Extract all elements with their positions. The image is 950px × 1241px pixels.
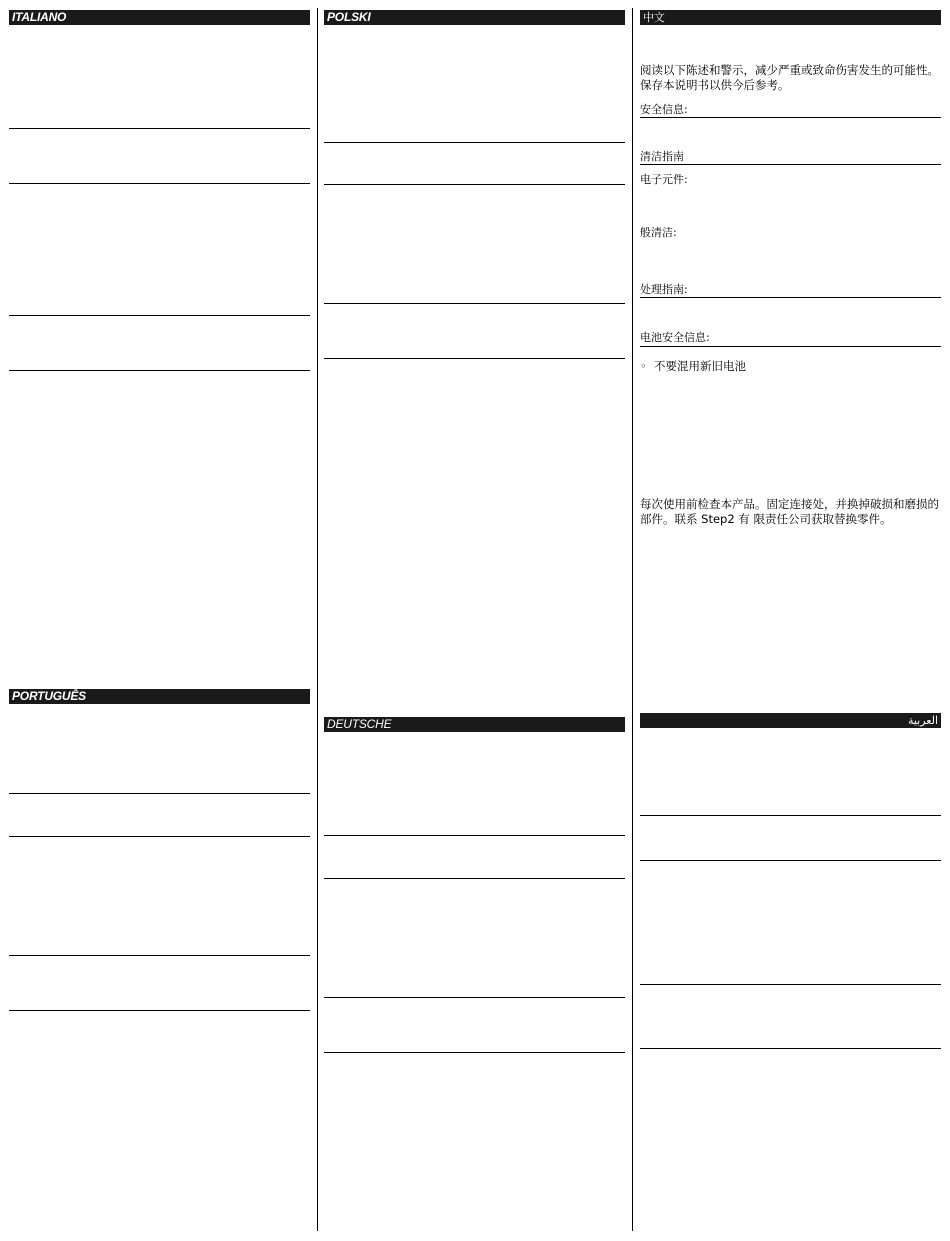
section-rule <box>640 1048 941 1049</box>
section-header-polski: POLSKI <box>324 10 625 25</box>
chinese-electronics-label: 电子元件: <box>640 173 688 186</box>
section-rule <box>324 142 625 143</box>
section-header-deutsche: DEUTSCHE <box>324 717 625 732</box>
section-rule <box>9 183 310 184</box>
section-rule <box>9 370 310 371</box>
section-rule <box>9 955 310 956</box>
section-header-italiano: ITALIANO <box>9 10 310 25</box>
bullet-text: 不要混用新旧电池 <box>654 359 746 373</box>
bullet-icon: ◦ <box>640 359 647 373</box>
chinese-safety-label: 安全信息: <box>640 103 688 116</box>
section-header-portugues: PORTUGUÊS <box>9 689 310 704</box>
chinese-inspection-paragraph: 每次使用前检查本产品。固定连接处，并换掉破损和磨损的部件。联系 Step2 有 限责任公司获取替换零件。 <box>640 497 939 526</box>
section-rule <box>640 117 941 118</box>
section-rule <box>9 1010 310 1011</box>
section-rule <box>640 984 941 985</box>
column-divider-right <box>632 8 633 1231</box>
section-rule <box>640 815 941 816</box>
column-divider-left <box>317 8 318 1231</box>
section-rule <box>640 164 941 165</box>
section-rule <box>9 836 310 837</box>
section-header-arabic: العربية <box>640 713 941 728</box>
section-rule <box>324 1052 625 1053</box>
section-rule <box>9 128 310 129</box>
chinese-disposal-label: 处理指南: <box>640 283 688 296</box>
section-rule <box>9 315 310 316</box>
section-rule <box>640 860 941 861</box>
chinese-battery-bullet <box>640 359 746 373</box>
section-rule <box>324 184 625 185</box>
section-rule <box>324 303 625 304</box>
chinese-battery-label: 电池安全信息: <box>640 331 710 344</box>
section-rule <box>324 997 625 998</box>
section-rule <box>324 878 625 879</box>
section-rule <box>324 835 625 836</box>
chinese-cleaning-label: 清洁指南 <box>640 150 684 163</box>
section-rule <box>324 358 625 359</box>
section-rule <box>640 297 941 298</box>
chinese-intro-paragraph: 阅读以下陈述和警示，减少严重或致命伤害发生的可能性。保存本说明书以供今后参考。 <box>640 63 939 92</box>
chinese-general-cleaning-label: 般清洁: <box>640 226 677 239</box>
section-rule <box>9 793 310 794</box>
section-header-chinese: 中文 <box>640 10 941 25</box>
section-rule <box>640 346 941 347</box>
